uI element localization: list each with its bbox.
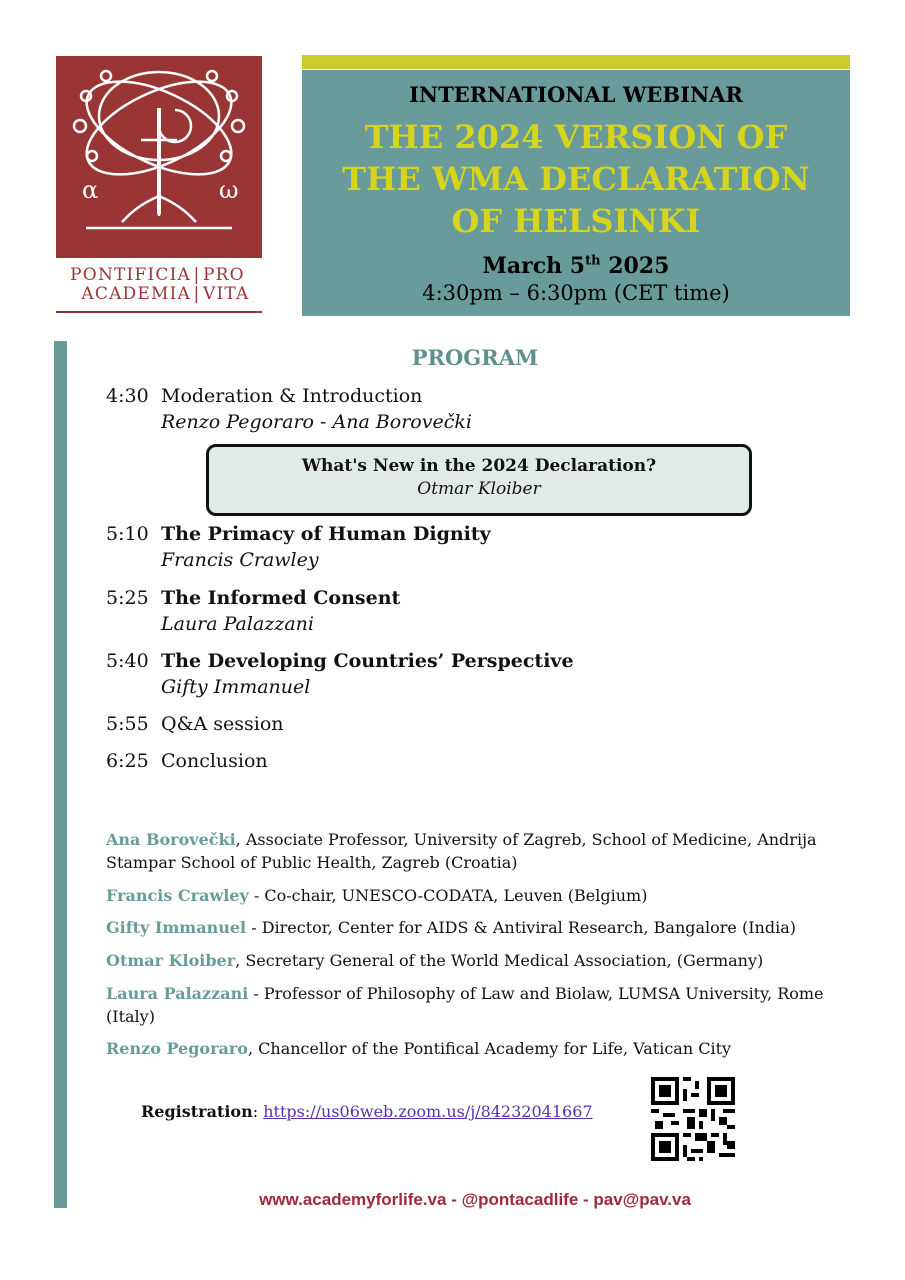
wordmark-left-1: PONTIFICIA (70, 265, 191, 285)
registration-label: Registration (141, 1102, 253, 1121)
program-item-time: 5:40 (106, 650, 149, 672)
speaker-bio-name: Renzo Pegoraro (106, 1039, 248, 1058)
program-item-time: 4:30 (106, 385, 149, 407)
qr-code-icon[interactable] (651, 1077, 735, 1161)
academy-wordmark (56, 266, 262, 304)
speaker-bio (106, 916, 826, 939)
event-date-day: March 5 (482, 253, 586, 279)
speaker-bio-desc: , Associate Professor, University of Zagreb, School of Medicine, Andrija Stampar School of Public Health, Zagreb (Croatia) (106, 830, 817, 872)
program-item-speaker: Renzo Pegoraro - Ana Borovečki (161, 411, 472, 433)
speaker-bio-name: Francis Crawley (106, 886, 249, 905)
program-item-time: 5:10 (106, 523, 149, 545)
academy-emblem-icon (56, 56, 262, 258)
speaker-bio (106, 828, 826, 874)
speaker-bio-desc: - Co-chair, UNESCO-CODATA, Leuven (Belgium) (248, 886, 648, 905)
wordmark-left-2: ACADEMIA (81, 284, 191, 304)
program-item-label: Q&A session (161, 713, 284, 735)
speaker-bio (106, 982, 826, 1028)
event-date-suffix: th (585, 253, 601, 269)
speaker-bio (106, 1037, 826, 1060)
academy-logo (56, 56, 262, 258)
speaker-bio (106, 949, 826, 972)
program-item-time: 5:25 (106, 587, 149, 609)
event-title-line: THE WMA DECLARATION (342, 160, 810, 198)
program-item (106, 713, 284, 735)
wordmark-underline (56, 311, 262, 313)
side-accent-bar (54, 341, 67, 1208)
event-date (302, 253, 850, 279)
wordmark-separator: | (193, 284, 201, 304)
program-item-label: Moderation & Introduction (161, 385, 423, 407)
speaker-bio-desc: - Director, Center for AIDS & Antiviral Research, Bangalore (India) (246, 918, 796, 937)
speaker-bio-name: Gifty Immanuel (106, 918, 247, 937)
speaker-bio-name: Laura Palazzani (106, 984, 249, 1003)
registration-colon: : (252, 1102, 264, 1121)
event-time: 4:30pm – 6:30pm (CET time) (422, 281, 730, 305)
program-item (106, 385, 472, 433)
program-heading: PROGRAM (411, 345, 539, 370)
event-title-line: THE 2024 VERSION OF (364, 118, 788, 156)
keynote-title: What's New in the 2024 Declaration? (301, 456, 657, 476)
program-item (106, 523, 491, 571)
header-accent-bar (302, 55, 850, 69)
event-title (302, 116, 850, 242)
program-item-speaker: Francis Crawley (161, 549, 319, 571)
wordmark-right-2: VITA (203, 284, 250, 304)
speaker-bio-desc: , Chancellor of the Pontifical Academy for Life, Vatican City (247, 1039, 732, 1058)
header-kicker: INTERNATIONAL WEBINAR (409, 82, 743, 107)
wordmark-separator: | (193, 265, 201, 285)
speaker-bio (106, 884, 826, 907)
program-item (106, 750, 268, 772)
program-item (106, 587, 401, 635)
keynote-speaker: Otmar Kloiber (417, 479, 541, 499)
omega-symbol: ω (219, 176, 239, 204)
alpha-symbol: α (82, 176, 99, 204)
registration-link[interactable]: https://us06web.zoom.us/j/84232041667 (263, 1102, 593, 1121)
speaker-bio-desc: , Secretary General of the World Medical Association, (Germany) (235, 951, 764, 970)
program-item-time: 6:25 (106, 750, 149, 772)
program-item-speaker: Laura Palazzani (161, 613, 314, 635)
footer-contacts: www.academyforlife.va - @pontacadlife - pav@pav.va (259, 1190, 691, 1209)
program-item-speaker: Gifty Immanuel (161, 676, 311, 698)
program-item-time: 5:55 (106, 713, 149, 735)
registration (141, 1102, 593, 1121)
header-panel (302, 70, 850, 316)
wordmark-right-1: PRO (203, 265, 245, 285)
program-item (106, 650, 574, 698)
program-item-label: The Developing Countries’ Perspective (161, 650, 574, 672)
speaker-bio-desc: - Professor of Philosophy of Law and Biolaw, LUMSA University, Rome (Italy) (106, 984, 824, 1026)
program-item-label: The Informed Consent (161, 587, 401, 609)
speaker-bio-name: Otmar Kloiber (106, 951, 236, 970)
program-item-label: Conclusion (161, 750, 268, 772)
program-item-label: The Primacy of Human Dignity (161, 523, 491, 545)
event-title-line: OF HELSINKI (451, 202, 701, 240)
event-date-year: 2025 (600, 253, 670, 279)
keynote-box (206, 444, 752, 516)
speaker-bio-name: Ana Borovečki (106, 830, 236, 849)
